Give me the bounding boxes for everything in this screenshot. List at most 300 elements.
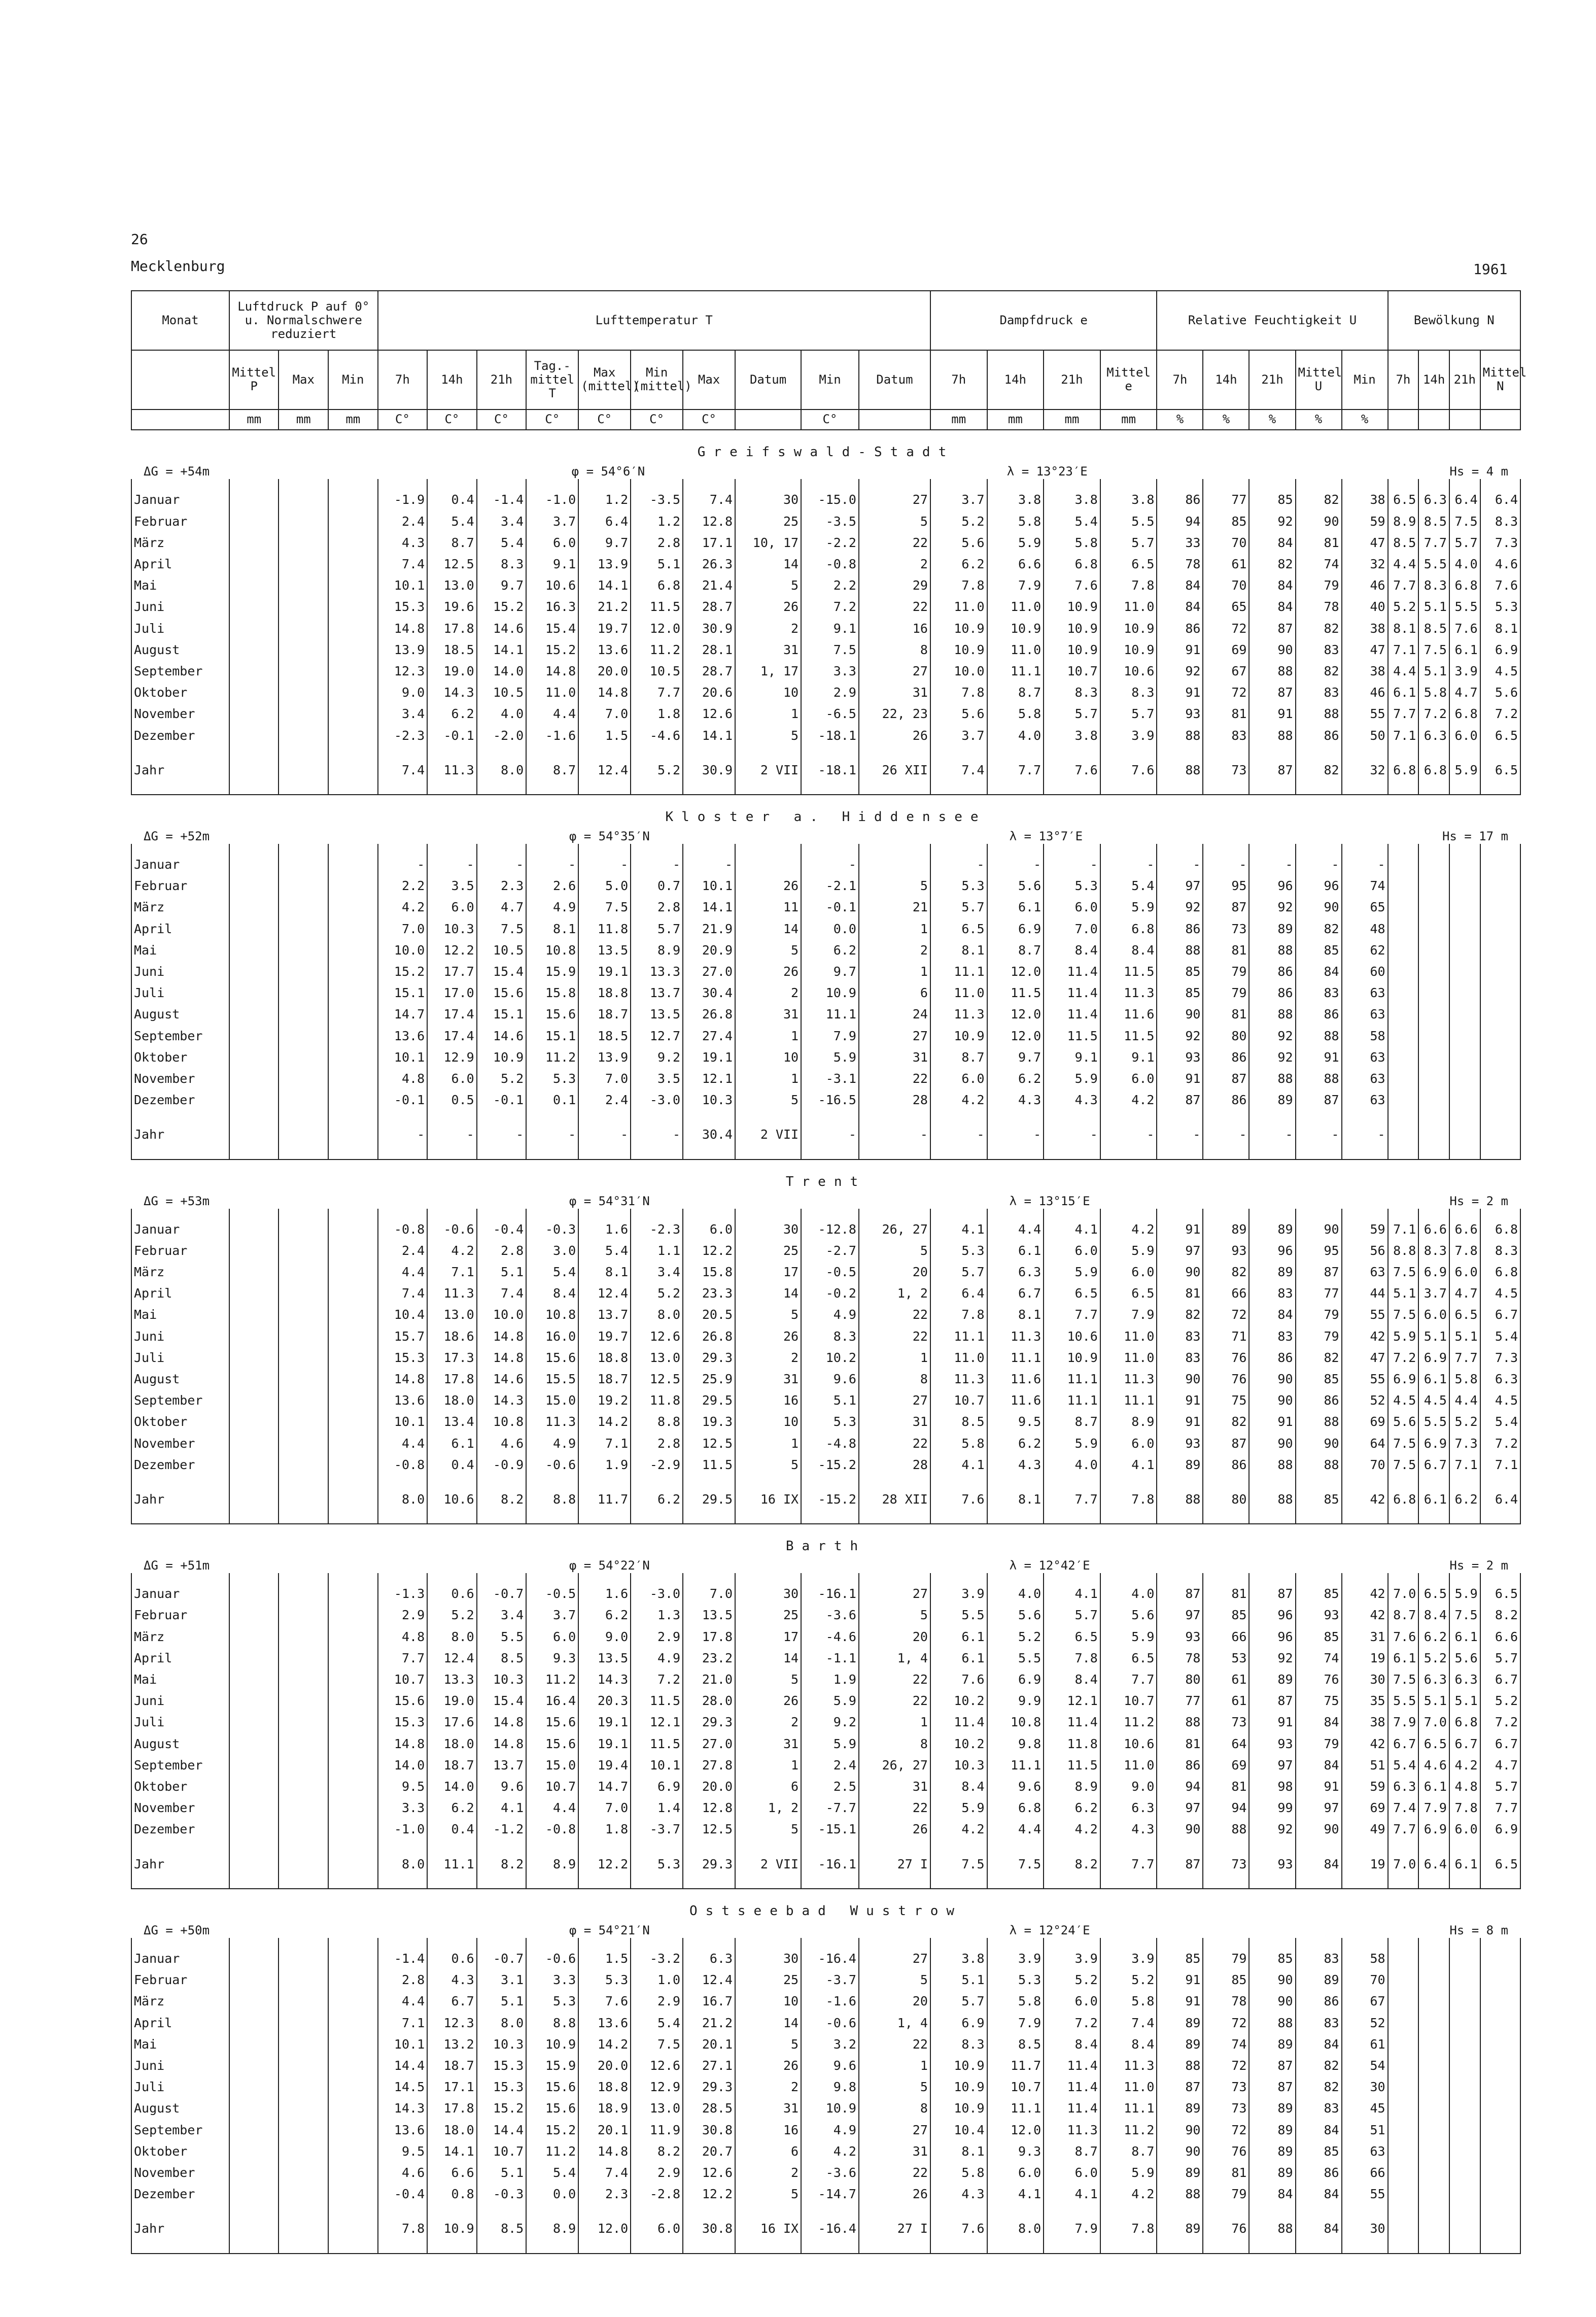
data-cell: 92	[1249, 900, 1295, 921]
data-cell	[1388, 1972, 1419, 1994]
separator-row	[131, 784, 1520, 795]
annual-cell: 29.5	[683, 1492, 735, 1513]
month-label: Juli	[131, 1350, 229, 1372]
annual-cell: 73	[1203, 1857, 1249, 1878]
data-cell: 88	[1296, 706, 1342, 728]
data-cell	[229, 1029, 279, 1050]
data-cell: 6.1	[1388, 1651, 1419, 1672]
data-cell: 9.8	[801, 2080, 859, 2101]
empty-cell	[1418, 784, 1449, 795]
empty-cell	[1157, 1209, 1203, 1222]
empty-cell	[683, 1878, 735, 1889]
data-cell: 8.0	[477, 2016, 527, 2037]
data-cell: 12.5	[427, 557, 477, 578]
data-cell: 15.6	[526, 1350, 578, 1372]
station-cell	[131, 430, 1520, 479]
data-cell: 11.0	[987, 599, 1044, 621]
data-cell: 7.5	[1418, 642, 1449, 664]
data-cell	[229, 1243, 279, 1265]
data-cell	[229, 2080, 279, 2101]
data-cell: 3.8	[1100, 492, 1157, 514]
data-cell: 69	[1203, 642, 1249, 664]
data-cell: 11.3	[987, 1329, 1044, 1350]
data-cell: 6.3	[1388, 1779, 1419, 1800]
data-cell: 6.0	[1418, 1307, 1449, 1328]
data-cell	[1480, 1994, 1520, 2015]
empty-cell	[930, 2208, 987, 2221]
data-cell: 11.4	[1044, 964, 1100, 985]
data-cell: 27.0	[683, 964, 735, 985]
empty-cell	[578, 1513, 631, 1524]
empty-cell	[683, 2208, 735, 2221]
data-cell: -0.6	[801, 2016, 859, 2037]
empty-cell	[1044, 1479, 1100, 1492]
empty-cell	[578, 2208, 631, 2221]
empty-cell	[1418, 1573, 1449, 1586]
data-cell: 6.7	[1480, 1736, 1520, 1758]
data-cell: 15.6	[526, 2101, 578, 2122]
data-cell: 4.2	[930, 1093, 987, 1114]
table-row	[131, 2101, 1520, 2122]
data-cell: 7.1	[578, 1436, 631, 1457]
month-label: März	[131, 535, 229, 557]
data-cell: 42	[1342, 1608, 1388, 1629]
empty-cell	[1480, 1573, 1520, 1586]
empty-cell	[1100, 749, 1157, 763]
data-cell: 11.4	[1044, 2080, 1100, 2101]
data-cell: 6.5	[1480, 1586, 1520, 1608]
data-cell: 5.8	[1044, 535, 1100, 557]
empty-cell	[427, 2208, 477, 2221]
empty-cell	[1203, 2208, 1249, 2221]
data-cell: 10.5	[477, 943, 527, 964]
empty-cell	[801, 1938, 859, 1951]
data-cell: 11.5	[631, 1693, 683, 1715]
data-cell: 5.5	[987, 1651, 1044, 1672]
data-cell: 74	[1296, 1651, 1342, 1672]
data-cell: 84	[1249, 599, 1295, 621]
table-row	[131, 1629, 1520, 1651]
empty-cell	[987, 1878, 1044, 1889]
data-cell: 11.5	[1044, 1029, 1100, 1050]
data-cell: 7.4	[1100, 2016, 1157, 2037]
empty-cell	[427, 479, 477, 492]
data-cell: 6.2	[427, 706, 477, 728]
data-cell: 7.5	[1388, 1672, 1419, 1693]
empty-cell	[1157, 1479, 1203, 1492]
data-cell: 14.3	[477, 1393, 527, 1414]
data-cell	[1480, 857, 1520, 878]
data-cell: 9.1	[1100, 1050, 1157, 1071]
data-cell: 13.0	[631, 1350, 683, 1372]
empty-cell	[683, 1209, 735, 1222]
data-cell: 10.7	[1100, 1693, 1157, 1715]
empty-cell	[229, 479, 279, 492]
data-cell	[328, 1608, 378, 1629]
empty-cell	[328, 1844, 378, 1857]
data-cell: 6.8	[1480, 1265, 1520, 1286]
data-cell	[1480, 1050, 1520, 1071]
data-cell	[279, 1029, 328, 1050]
empty-cell	[1296, 2243, 1342, 2254]
column-header: 7h	[930, 350, 987, 410]
data-cell: 90	[1296, 1436, 1342, 1457]
empty-cell	[859, 2243, 930, 2254]
data-cell: 30.8	[683, 2123, 735, 2144]
empty-cell	[1203, 1938, 1249, 1951]
data-cell: 11.1	[930, 1329, 987, 1350]
data-cell: 91	[1157, 1071, 1203, 1093]
annual-cell: -	[1044, 1127, 1100, 1148]
data-cell: 85	[1157, 1951, 1203, 1972]
data-cell: 45	[1342, 2101, 1388, 2122]
data-cell	[1480, 1071, 1520, 1093]
data-cell	[328, 1222, 378, 1243]
data-cell	[229, 1222, 279, 1243]
empty-cell	[229, 1209, 279, 1222]
empty-cell	[631, 1149, 683, 1160]
data-cell: -2.9	[631, 1457, 683, 1479]
data-cell: 15.3	[378, 1350, 428, 1372]
data-cell: 23.3	[683, 1286, 735, 1307]
data-cell: 11.8	[631, 1393, 683, 1414]
data-cell: 4.3	[378, 535, 428, 557]
empty-cell	[859, 1573, 930, 1586]
empty-cell	[1449, 1479, 1480, 1492]
data-cell	[229, 2165, 279, 2187]
data-cell: 18.7	[427, 2058, 477, 2080]
data-cell: 6.1	[930, 1629, 987, 1651]
annual-cell: 12.0	[578, 2221, 631, 2243]
data-cell: 18.8	[578, 1350, 631, 1372]
table-row	[131, 514, 1520, 535]
data-cell: 13.5	[631, 1007, 683, 1028]
data-cell: 8.3	[1418, 578, 1449, 599]
data-cell: 12.5	[631, 1372, 683, 1393]
data-cell: 6.6	[1418, 1222, 1449, 1243]
month-label: Oktober	[131, 1414, 229, 1436]
annual-cell: -	[1157, 1127, 1203, 1148]
empty-cell	[631, 1114, 683, 1127]
data-cell: 10	[735, 1050, 801, 1071]
data-cell: 4.8	[1449, 1779, 1480, 1800]
data-cell: 8.9	[1044, 1779, 1100, 1800]
data-cell: 11.0	[987, 642, 1044, 664]
data-cell: 18.0	[427, 2123, 477, 2144]
empty-cell	[526, 844, 578, 857]
data-cell: 0.7	[631, 878, 683, 900]
data-cell: 31	[735, 2101, 801, 2122]
data-cell: -3.0	[631, 1586, 683, 1608]
month-label: Juni	[131, 599, 229, 621]
data-cell: 5.7	[1480, 1779, 1520, 1800]
data-cell: 82	[1296, 492, 1342, 514]
data-cell	[328, 1736, 378, 1758]
unit-cell: C°	[526, 410, 578, 430]
data-cell: 6.5	[1449, 1307, 1480, 1328]
data-cell: -1.0	[526, 492, 578, 514]
data-cell: 9.7	[578, 535, 631, 557]
data-cell: 12.6	[631, 1329, 683, 1350]
data-cell	[1388, 1050, 1419, 1071]
data-cell: 82	[1157, 1307, 1203, 1328]
column-header: Max	[683, 350, 735, 410]
data-cell: 87	[1249, 2080, 1295, 2101]
empty-cell	[631, 1938, 683, 1951]
data-cell: 5.4	[1480, 1329, 1520, 1350]
data-cell: 15.1	[378, 985, 428, 1007]
empty-cell	[735, 1938, 801, 1951]
empty-cell	[578, 749, 631, 763]
data-cell	[279, 1715, 328, 1736]
data-cell: 3.7	[930, 728, 987, 749]
data-cell: 5.9	[1100, 900, 1157, 921]
empty-cell	[1157, 2208, 1203, 2221]
data-cell: 78	[1157, 1651, 1203, 1672]
data-cell: 11.2	[526, 2144, 578, 2165]
data-cell	[279, 1265, 328, 1286]
month-label: August	[131, 1736, 229, 1758]
data-cell: -	[631, 857, 683, 878]
empty-cell	[1100, 1878, 1157, 1889]
empty-cell	[1157, 749, 1203, 763]
data-cell: 1.2	[578, 492, 631, 514]
annual-cell: 88	[1249, 1492, 1295, 1513]
data-cell: 12.0	[987, 2123, 1044, 2144]
data-cell: 6.5	[1100, 557, 1157, 578]
data-cell: 51	[1342, 2123, 1388, 2144]
data-cell: 13.9	[578, 1050, 631, 1071]
annual-cell: 6.1	[1418, 1492, 1449, 1513]
empty-cell	[801, 844, 859, 857]
data-cell: 9.6	[987, 1779, 1044, 1800]
data-cell: 11.0	[930, 599, 987, 621]
empty-cell	[378, 2243, 428, 2254]
data-cell: 84	[1296, 1758, 1342, 1779]
jahr-label: Jahr	[131, 1492, 229, 1513]
unit-cell: C°	[631, 410, 683, 430]
data-cell: 20	[859, 1265, 930, 1286]
data-cell: 69	[1342, 1414, 1388, 1436]
empty-cell	[131, 1479, 229, 1492]
empty-cell	[1203, 1844, 1249, 1857]
data-cell: 4.4	[1449, 1393, 1480, 1414]
data-cell: 5.6	[1100, 1608, 1157, 1629]
data-cell: -16.4	[801, 1951, 859, 1972]
table-row	[131, 1951, 1520, 1972]
data-cell: 4.4	[378, 1436, 428, 1457]
data-cell: 12.8	[683, 1800, 735, 1822]
data-cell: 26.3	[683, 557, 735, 578]
data-cell: 92	[1249, 1651, 1295, 1672]
data-cell: 1.9	[578, 1457, 631, 1479]
annual-cell: 6.2	[1449, 1492, 1480, 1513]
empty-cell	[578, 1573, 631, 1586]
data-cell: 5.8	[987, 514, 1044, 535]
data-cell: 81	[1203, 1779, 1249, 1800]
data-cell	[328, 599, 378, 621]
empty-cell	[1100, 1844, 1157, 1857]
data-cell: 5.5	[1388, 1693, 1419, 1715]
data-cell: 4.6	[1418, 1758, 1449, 1779]
data-cell: 3.4	[477, 1608, 527, 1629]
data-cell: 92	[1249, 1050, 1295, 1071]
data-cell: 81	[1203, 2165, 1249, 2187]
data-cell: 9.5	[378, 1779, 428, 1800]
data-cell	[229, 1071, 279, 1093]
month-label: Dezember	[131, 728, 229, 749]
data-cell: 11.1	[1044, 1393, 1100, 1414]
month-label: Mai	[131, 1672, 229, 1693]
data-cell: 81	[1296, 535, 1342, 557]
data-cell: 10.9	[477, 1050, 527, 1071]
data-cell: 27	[859, 1951, 930, 1972]
data-cell: 82	[1296, 922, 1342, 943]
data-cell: 89	[1157, 2101, 1203, 2122]
empty-cell	[801, 1149, 859, 1160]
annual-cell: -	[427, 1127, 477, 1148]
data-cell: 6.5	[1418, 1736, 1449, 1758]
annual-cell: 7.6	[1100, 763, 1157, 784]
empty-cell	[1418, 2243, 1449, 2254]
table-row	[131, 985, 1520, 1007]
data-cell	[328, 514, 378, 535]
data-cell: 10.7	[1044, 664, 1100, 685]
empty-cell	[578, 1479, 631, 1492]
empty-cell	[578, 1149, 631, 1160]
column-header: 21h	[1249, 350, 1295, 410]
data-cell: 14.1	[683, 900, 735, 921]
month-label: März	[131, 1629, 229, 1651]
data-cell: -3.6	[801, 1608, 859, 1629]
unit-cell: mm	[987, 410, 1044, 430]
data-cell: 75	[1296, 1693, 1342, 1715]
data-cell: 3.1	[477, 1972, 527, 1994]
data-cell	[328, 2016, 378, 2037]
empty-cell	[859, 2208, 930, 2221]
data-cell: 12.0	[987, 1029, 1044, 1050]
empty-cell	[229, 2208, 279, 2221]
empty-cell	[801, 1479, 859, 1492]
data-cell	[279, 1243, 328, 1265]
empty-cell	[378, 1149, 428, 1160]
annual-cell: 8.2	[477, 1857, 527, 1878]
empty-cell	[801, 1573, 859, 1586]
data-cell: 51	[1342, 1758, 1388, 1779]
data-cell: 83	[1249, 1329, 1295, 1350]
data-cell	[1480, 2165, 1520, 2187]
data-cell: 6.8	[1480, 1222, 1520, 1243]
empty-cell	[1249, 1513, 1295, 1524]
data-cell	[279, 1693, 328, 1715]
data-cell: 6.2	[1418, 1629, 1449, 1651]
empty-cell	[328, 2208, 378, 2221]
data-cell: 91	[1157, 1414, 1203, 1436]
data-cell: 5.2	[930, 514, 987, 535]
data-cell: 90	[1296, 900, 1342, 921]
data-cell: 28	[859, 1093, 930, 1114]
data-cell: 10.9	[930, 1029, 987, 1050]
data-cell: 10.5	[477, 685, 527, 706]
annual-cell: 8.5	[477, 2221, 527, 2243]
data-cell: 6.0	[1044, 1243, 1100, 1265]
empty-cell	[378, 844, 428, 857]
data-cell: -1.4	[378, 1951, 428, 1972]
data-cell: -18.1	[801, 728, 859, 749]
data-cell	[328, 1715, 378, 1736]
data-cell	[279, 1672, 328, 1693]
column-header: Max	[279, 350, 328, 410]
data-cell: 26, 27	[859, 1758, 930, 1779]
data-cell: 93	[1157, 706, 1203, 728]
annual-cell: 10.6	[427, 1492, 477, 1513]
data-cell: 14.0	[477, 664, 527, 685]
data-cell: 5.1	[1388, 1286, 1419, 1307]
data-cell	[328, 621, 378, 642]
data-cell: 7.9	[1100, 1307, 1157, 1328]
data-cell: 1.3	[631, 1608, 683, 1629]
data-cell: -0.3	[477, 2187, 527, 2208]
annual-cell: 89	[1157, 2221, 1203, 2243]
column-header: Datum	[735, 350, 801, 410]
data-cell: 4.9	[801, 2123, 859, 2144]
data-cell	[1418, 2037, 1449, 2058]
data-cell: 69	[1203, 1758, 1249, 1779]
data-cell: 6.4	[1480, 492, 1520, 514]
data-cell	[1480, 985, 1520, 1007]
data-cell: 4.2	[378, 900, 428, 921]
empty-cell	[735, 784, 801, 795]
annual-cell: 12.4	[578, 763, 631, 784]
data-cell: 38	[1342, 492, 1388, 514]
unit-cell	[1418, 410, 1449, 430]
data-cell: 18.8	[578, 2080, 631, 2101]
station-cell	[131, 1160, 1520, 1209]
annual-cell: 82	[1296, 763, 1342, 784]
table-row	[131, 1414, 1520, 1436]
empty-cell	[930, 479, 987, 492]
data-cell: 82	[1296, 2058, 1342, 2080]
data-cell: 55	[1342, 1307, 1388, 1328]
data-cell: 4.4	[526, 1800, 578, 1822]
data-cell: 15.6	[526, 1007, 578, 1028]
data-cell: 15.3	[477, 2058, 527, 2080]
data-cell: 70	[1342, 1457, 1388, 1479]
data-cell: 8.3	[1100, 685, 1157, 706]
data-cell	[328, 1393, 378, 1414]
data-cell: 14.6	[477, 1029, 527, 1050]
data-cell: 10.9	[1100, 621, 1157, 642]
table-row	[131, 1822, 1520, 1843]
month-label: August	[131, 2101, 229, 2122]
jahr-label: Jahr	[131, 2221, 229, 2243]
data-cell	[1449, 2123, 1480, 2144]
data-cell: 12.0	[631, 621, 683, 642]
data-cell: 84	[1296, 1715, 1342, 1736]
data-cell: 4.3	[1100, 1822, 1157, 1843]
data-cell: 11.0	[930, 1350, 987, 1372]
monat-header: Monat	[131, 291, 229, 350]
data-cell: 15.5	[526, 1372, 578, 1393]
empty-cell	[1418, 1209, 1449, 1222]
data-cell: 6.1	[1449, 642, 1480, 664]
data-cell: 14.6	[477, 1372, 527, 1393]
data-cell: 5.5	[1418, 557, 1449, 578]
data-cell: 2.9	[631, 1994, 683, 2015]
empty-cell	[1449, 1149, 1480, 1160]
data-cell: 9.0	[378, 685, 428, 706]
table-row	[131, 2144, 1520, 2165]
